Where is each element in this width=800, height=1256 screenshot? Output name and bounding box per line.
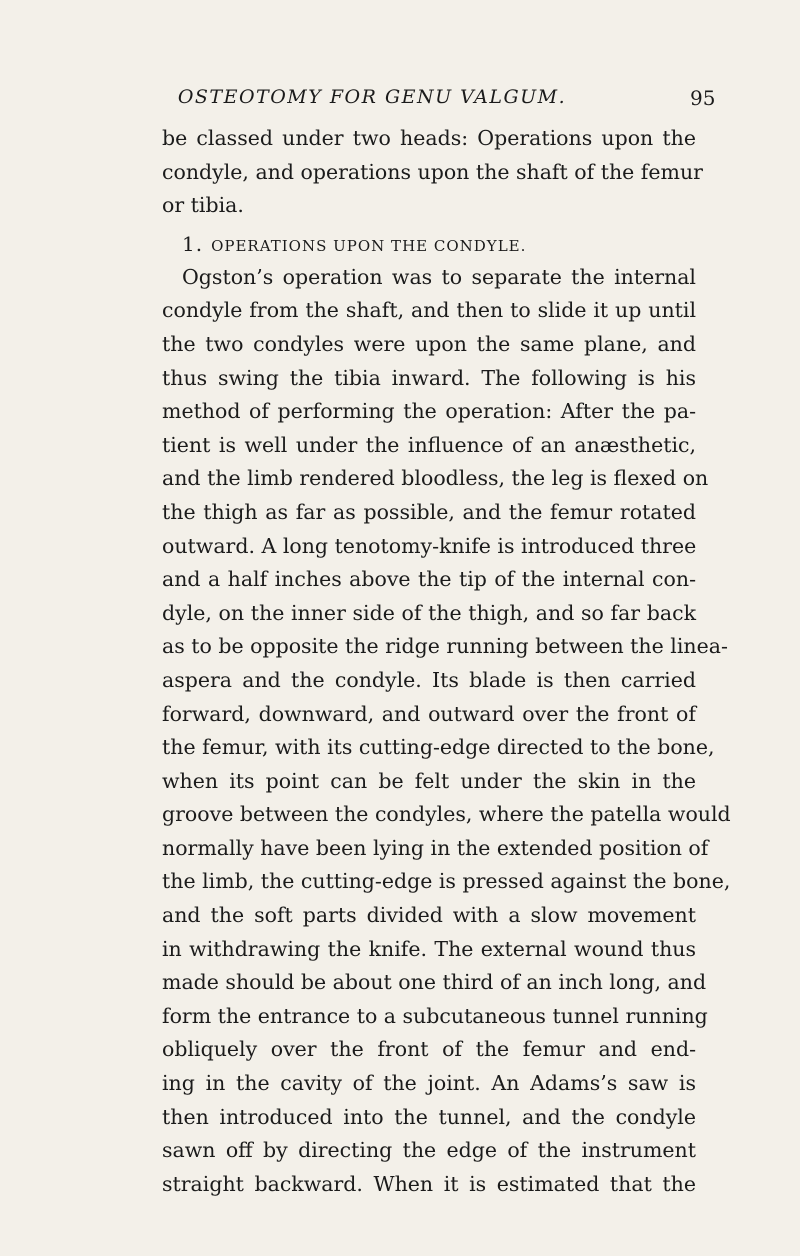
text-line: condyle from the shaft, and then to slide it up until — [162, 298, 696, 323]
text-line: ing in the cavity of the joint. An Adams’s saw is — [162, 1071, 696, 1096]
text-line: made should be about one third of an inch long, and — [162, 970, 707, 995]
text-line: obliquely over the front of the femur and end- — [162, 1037, 696, 1062]
text-line: and the soft parts divided with a slow movement — [162, 903, 696, 928]
text-line: dyle, on the inner side of the thigh, and so far back — [162, 600, 696, 625]
text-line: as to be opposite the ridge running between the linea- — [162, 634, 728, 659]
text-line: sawn off by directing the edge of the instrument — [162, 1138, 696, 1163]
section-heading — [162, 227, 696, 261]
section-title: OPERATIONS UPON THE CONDYLE. — [211, 236, 527, 255]
text-line: outward. A long tenotomy-knife is introduced three — [162, 533, 697, 558]
text-line: in withdrawing the knife. The external wound thus — [162, 936, 696, 961]
text-line: form the entrance to a subcutaneous tunnel running — [162, 1003, 708, 1028]
text-line: be classed under two heads: Operations upon the — [162, 126, 696, 150]
text-line: when its point can be felt under the skin in the — [162, 768, 696, 793]
section-number: 1. — [182, 231, 204, 256]
text-line: condyle, and operations upon the shaft of the femur — [162, 159, 703, 184]
text-line: and the limb rendered bloodless, the leg is flexed on — [162, 466, 709, 491]
text-line: the femur, with its cutting-edge directed to the bone, — [162, 735, 715, 760]
text-block — [162, 122, 731, 1201]
text-line: method of performing the operation: After the pa- — [162, 399, 696, 424]
page-number: 95 — [690, 86, 716, 110]
text-line: and a half inches above the tip of the internal con- — [162, 567, 696, 592]
text-line: normally have been lying in the extended position of — [162, 835, 709, 860]
text-line: Ogston’s operation was to separate the internal — [182, 264, 696, 289]
text-line: then introduced into the tunnel, and the condyle — [162, 1104, 696, 1129]
text-line: aspera and the condyle. Its blade is then carried — [162, 667, 696, 692]
running-head: OSTEOTOMY FOR GENU VALGUM. — [177, 86, 567, 108]
text-line: forward, downward, and outward over the front of — [162, 701, 696, 726]
text-line: thus swing the tibia inward. The following is his — [162, 365, 696, 390]
text-line: straight backward. When it is estimated that the — [162, 1171, 696, 1196]
text-line: the limb, the cutting-edge is pressed against the bone, — [162, 869, 731, 894]
text-line: the thigh as far as possible, and the femur rotated — [162, 499, 696, 524]
text-line: or tibia. — [162, 193, 244, 218]
text-line: groove between the condyles, where the patella would — [162, 802, 731, 827]
text-line: tient is well under the influence of an anæsthetic, — [162, 432, 696, 457]
text-line: the two condyles were upon the same plane, and — [162, 331, 696, 356]
